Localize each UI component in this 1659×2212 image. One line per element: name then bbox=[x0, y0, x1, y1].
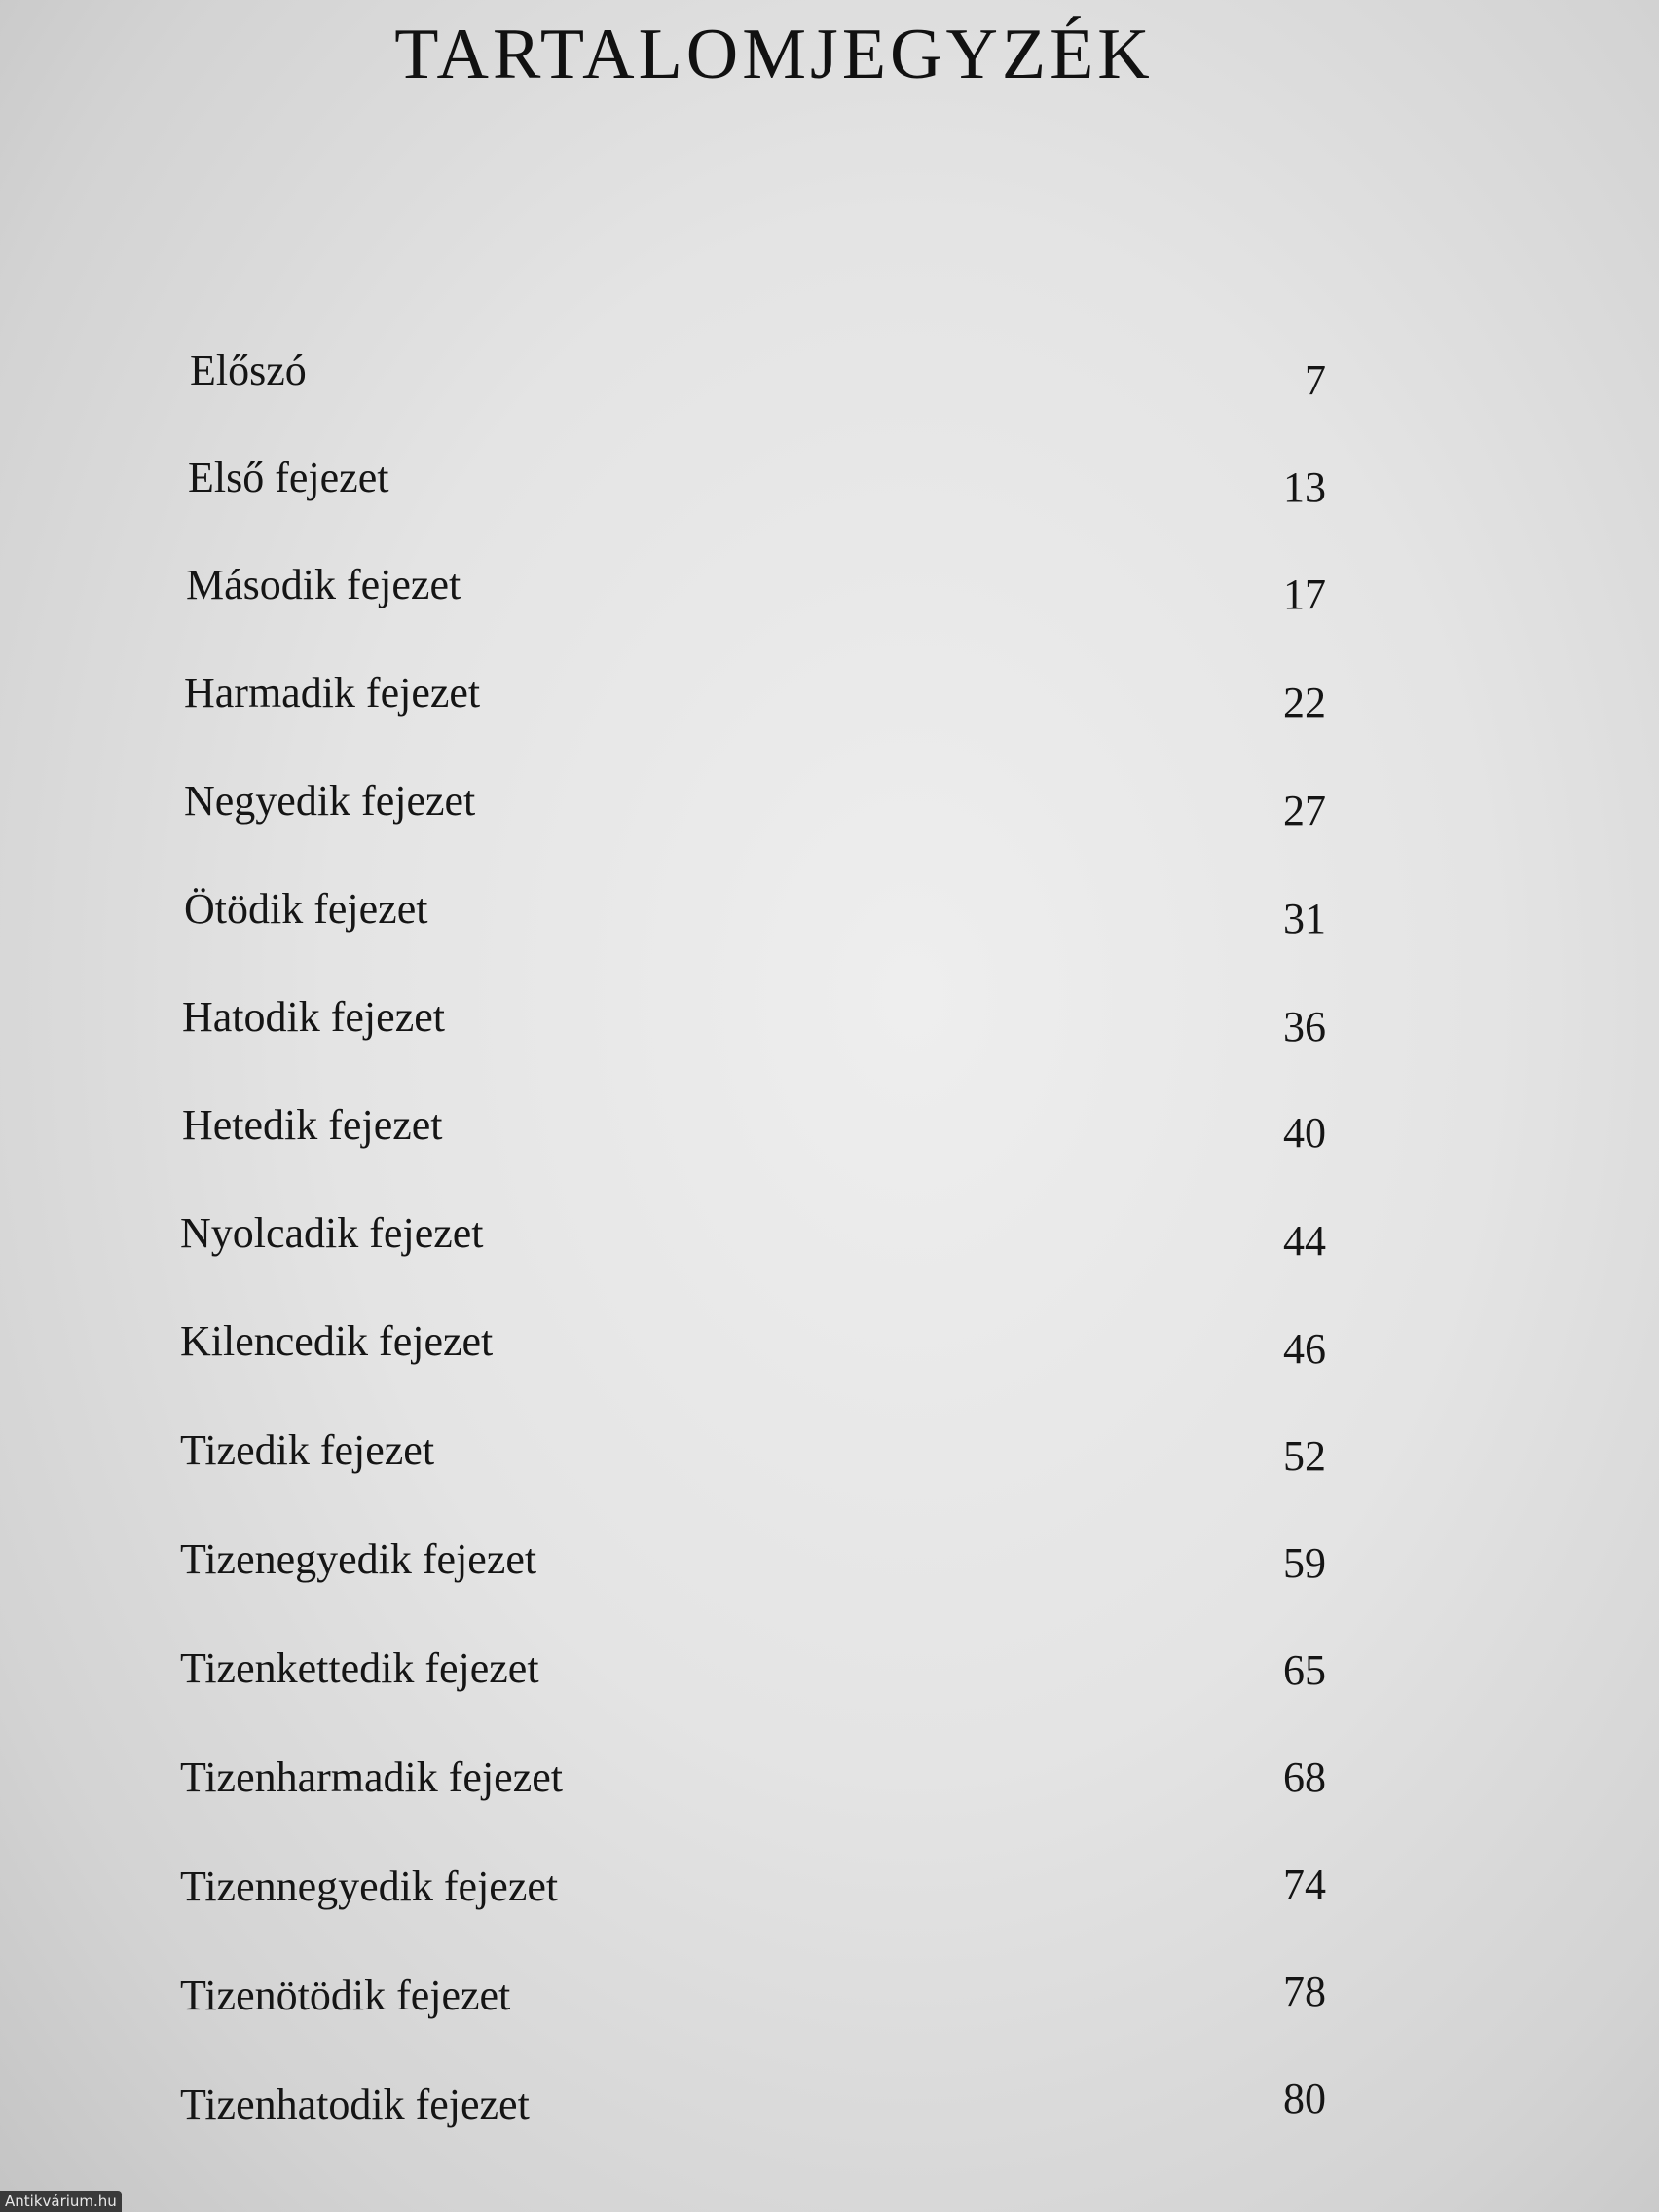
toc-entry-page: 27 bbox=[1283, 787, 1326, 834]
toc-entry-page: 59 bbox=[1283, 1539, 1326, 1587]
toc-entry-title: Második fejezet bbox=[186, 561, 461, 608]
toc-entry[interactable] bbox=[190, 346, 1378, 424]
toc-entry-title: Ötödik fejezet bbox=[184, 885, 428, 933]
toc-entry-title: Tizenkettedik fejezet bbox=[180, 1644, 539, 1692]
toc-entry-page: 22 bbox=[1283, 679, 1326, 726]
toc-entry[interactable] bbox=[188, 453, 1376, 531]
toc-entry[interactable] bbox=[186, 560, 1374, 638]
toc-entry[interactable] bbox=[180, 1643, 1368, 1721]
toc-entry-page: 46 bbox=[1283, 1325, 1326, 1373]
toc-entry[interactable] bbox=[180, 1208, 1368, 1286]
toc-entry-title: Hetedik fejezet bbox=[182, 1101, 443, 1149]
toc-entry-title: Kilencedik fejezet bbox=[180, 1317, 494, 1365]
toc-entry[interactable] bbox=[180, 1862, 1368, 1939]
toc-entry-page: 17 bbox=[1283, 571, 1326, 618]
toc-entry-title: Tizenötödik fejezet bbox=[180, 1972, 511, 2019]
toc-entry[interactable] bbox=[182, 1100, 1370, 1178]
toc-entry[interactable] bbox=[180, 1425, 1368, 1503]
toc-entry-page: 68 bbox=[1283, 1753, 1326, 1801]
toc-entry-page: 13 bbox=[1283, 463, 1326, 511]
toc-entry-title: Előszó bbox=[190, 347, 307, 394]
toc-entry-page: 80 bbox=[1283, 2075, 1326, 2122]
toc-entry[interactable] bbox=[180, 1534, 1368, 1612]
toc-entry-title: Tizedik fejezet bbox=[180, 1426, 435, 1474]
toc-entry-title: Hatodik fejezet bbox=[182, 993, 445, 1041]
toc-entry[interactable] bbox=[180, 1316, 1368, 1394]
watermark: Antikvárium.hu bbox=[0, 2191, 122, 2212]
toc-entry-title: Negyedik fejezet bbox=[184, 777, 476, 825]
toc-entry-page: 78 bbox=[1283, 1968, 1326, 2015]
toc-entry-page: 36 bbox=[1283, 1003, 1326, 1051]
toc-entry[interactable] bbox=[180, 2075, 1368, 2157]
toc-entry-page: 7 bbox=[1305, 356, 1326, 404]
toc-entry-page: 31 bbox=[1283, 895, 1326, 942]
toc-entry-title: Tizenhatodik fejezet bbox=[180, 2081, 530, 2128]
page-title: TARTALOMJEGYZÉK bbox=[394, 15, 1154, 94]
toc-entry-page: 74 bbox=[1283, 1861, 1326, 1908]
toc-entry-title: Tizenharmadik fejezet bbox=[180, 1753, 563, 1801]
toc-entry-title: Nyolcadik fejezet bbox=[180, 1209, 484, 1257]
toc-entry[interactable] bbox=[184, 668, 1372, 746]
toc-entry[interactable] bbox=[182, 992, 1370, 1070]
toc-entry[interactable] bbox=[180, 1968, 1368, 2048]
toc-entry-title: Tizennegyedik fejezet bbox=[180, 1862, 559, 1910]
toc-entry-page: 40 bbox=[1283, 1109, 1326, 1157]
toc-entry-page: 65 bbox=[1283, 1646, 1326, 1694]
toc-entry[interactable] bbox=[184, 776, 1372, 854]
toc-entry-title: Harmadik fejezet bbox=[184, 669, 481, 717]
toc-entry-title: Első fejezet bbox=[188, 454, 389, 501]
toc-entry[interactable] bbox=[180, 1752, 1368, 1830]
toc-entry-title: Tizenegyedik fejezet bbox=[180, 1535, 537, 1583]
toc-entry-page: 52 bbox=[1283, 1432, 1326, 1480]
toc-entry[interactable] bbox=[184, 884, 1372, 962]
toc-entry-page: 44 bbox=[1283, 1217, 1326, 1265]
